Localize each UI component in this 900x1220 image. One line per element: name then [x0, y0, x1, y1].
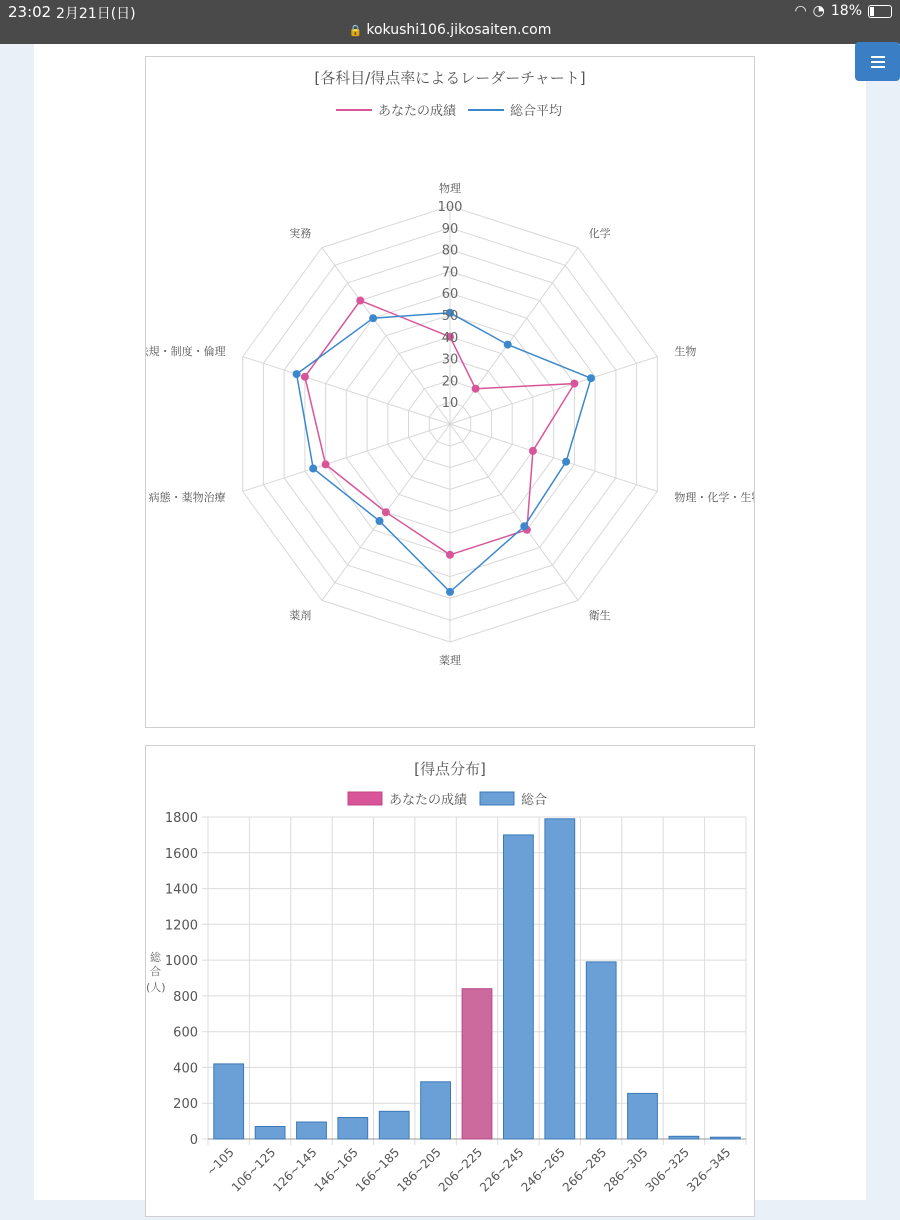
bar-x-tick-label: 166~185 — [352, 1145, 403, 1195]
status-indicators — [794, 3, 892, 19]
battery-percent: 18% — [830, 3, 862, 19]
bar — [586, 962, 616, 1139]
bar-y-tick-label: 1200 — [164, 918, 198, 934]
bar-x-tick-labels — [204, 1145, 734, 1194]
bar-x-tick-label: 266~285 — [559, 1145, 610, 1195]
radar-point — [447, 588, 454, 595]
bar — [545, 819, 575, 1139]
radar-axis-label: 実務 — [289, 227, 312, 241]
radar-axis-label: 衛生 — [588, 608, 611, 622]
radar-point — [382, 509, 389, 516]
bar-panel — [145, 745, 755, 1217]
legend-label-avg: 総合平均 — [510, 104, 563, 119]
radar-point — [370, 315, 377, 322]
bar-chart — [146, 746, 754, 1216]
bar-title: [得点分布] — [414, 760, 486, 778]
legend-swatch-avg — [480, 792, 514, 805]
radar-point — [563, 458, 570, 465]
radar-axis-label: 生物 — [674, 345, 697, 359]
radar-point — [301, 373, 308, 380]
radar-tick-label: 40 — [441, 330, 459, 346]
radar-tick-label: 50 — [441, 309, 459, 324]
bar-x-tick-label: 226~245 — [477, 1145, 527, 1195]
address-bar[interactable] — [0, 22, 900, 38]
bar-x-tick-label: ~105 — [203, 1145, 237, 1179]
radar-axis-label: 法規・制度・倫理 — [146, 345, 226, 359]
radar-tick-label: 90 — [441, 221, 459, 237]
bar-x-tick-label: 126~145 — [270, 1145, 320, 1195]
radar-tick-label: 20 — [441, 374, 459, 390]
status-bar — [0, 0, 900, 44]
radar-point — [322, 461, 329, 468]
bar — [462, 989, 492, 1139]
bar — [255, 1127, 285, 1140]
radar-tick-label: 70 — [441, 265, 459, 281]
bar-x-tick-label: 286~305 — [601, 1145, 651, 1195]
bar — [421, 1082, 451, 1139]
bar — [338, 1118, 368, 1140]
wifi-icon: ◠ — [794, 3, 807, 19]
radar-point — [472, 385, 479, 392]
radar-point — [521, 523, 528, 530]
radar-point — [357, 297, 364, 304]
radar-axis-label: 薬剤 — [289, 608, 312, 622]
bar-x-tick-label: 106~125 — [228, 1145, 279, 1195]
legend-swatch-you — [348, 792, 382, 805]
radar-tick-label: 30 — [441, 352, 459, 368]
bar-y-tick-label: 1800 — [164, 811, 198, 826]
radar-spoke — [322, 248, 450, 424]
bar-y-tick-label: 0 — [189, 1133, 198, 1148]
bar-y-tick-label: 1600 — [164, 846, 198, 862]
radar-point — [571, 380, 578, 387]
radar-point — [376, 518, 383, 525]
rotation-lock-icon: ◔ — [812, 3, 825, 19]
radar-legend[interactable] — [336, 103, 562, 119]
bar — [710, 1137, 740, 1139]
bar-y-tick-label: 400 — [173, 1061, 198, 1077]
radar-axis-label: 病態・薬物治療 — [148, 490, 226, 504]
lock-icon: 🔒 — [348, 24, 363, 37]
bar-y-tick-label: 600 — [173, 1025, 198, 1041]
bar-x-tick-label: 326~345 — [684, 1145, 734, 1195]
bar-y-tick-labels — [165, 811, 198, 1148]
bar-x-tick-label: 186~205 — [394, 1145, 444, 1195]
legend-label-you: あなたの成績 — [389, 793, 468, 808]
bar — [379, 1111, 409, 1139]
radar-tick-label: 60 — [441, 287, 459, 303]
hamburger-icon — [871, 56, 885, 68]
url-text: kokushi106.jikosaiten.com — [366, 22, 552, 38]
battery-icon — [868, 5, 892, 18]
radar-point — [447, 551, 454, 558]
status-time: 23:02 — [8, 3, 52, 21]
radar-tick-label: 80 — [441, 243, 459, 259]
bar — [504, 835, 534, 1139]
bar-x-tick-label: 206~225 — [435, 1145, 486, 1195]
bar — [669, 1136, 699, 1139]
bar-y-tick-label: 1000 — [164, 954, 198, 970]
radar-panel — [145, 56, 755, 728]
legend-label-avg: 総合 — [521, 793, 548, 808]
radar-axis-label: 化学 — [588, 227, 611, 241]
bar-y-tick-label: 800 — [173, 989, 198, 1005]
radar-title: [各科目/得点率によるレーダーチャート] — [314, 69, 586, 87]
radar-chart — [146, 57, 754, 727]
y-axis-label: 総合(人) — [146, 951, 166, 994]
radar-point — [293, 371, 300, 378]
radar-spoke — [450, 248, 578, 424]
bar-legend[interactable] — [348, 792, 547, 808]
radar-axis-label: 薬理 — [439, 654, 461, 667]
bar-x-tick-label: 146~165 — [311, 1145, 361, 1195]
bar-y-tick-label: 200 — [173, 1097, 198, 1113]
bar — [297, 1122, 327, 1139]
bar — [214, 1064, 244, 1139]
radar-point — [504, 341, 511, 348]
legend-label-you: あなたの成績 — [378, 104, 457, 119]
status-date: 2月21日(日) — [56, 6, 136, 22]
radar-point — [588, 375, 595, 382]
bar — [628, 1093, 658, 1139]
menu-button[interactable] — [855, 42, 900, 81]
radar-tick-label: 10 — [441, 396, 459, 412]
bar-y-tick-label: 1400 — [164, 882, 198, 898]
radar-axis-label: 物理・化学・生物 — [674, 490, 754, 504]
bar-x-tick-label: 246~265 — [518, 1145, 568, 1195]
bar-bars — [214, 819, 740, 1139]
radar-point — [310, 465, 317, 472]
radar-point — [529, 447, 536, 454]
radar-tick-label: 100 — [437, 200, 463, 215]
bar-x-tick-label: 306~325 — [642, 1145, 693, 1195]
radar-axis-label: 物理 — [439, 182, 461, 195]
